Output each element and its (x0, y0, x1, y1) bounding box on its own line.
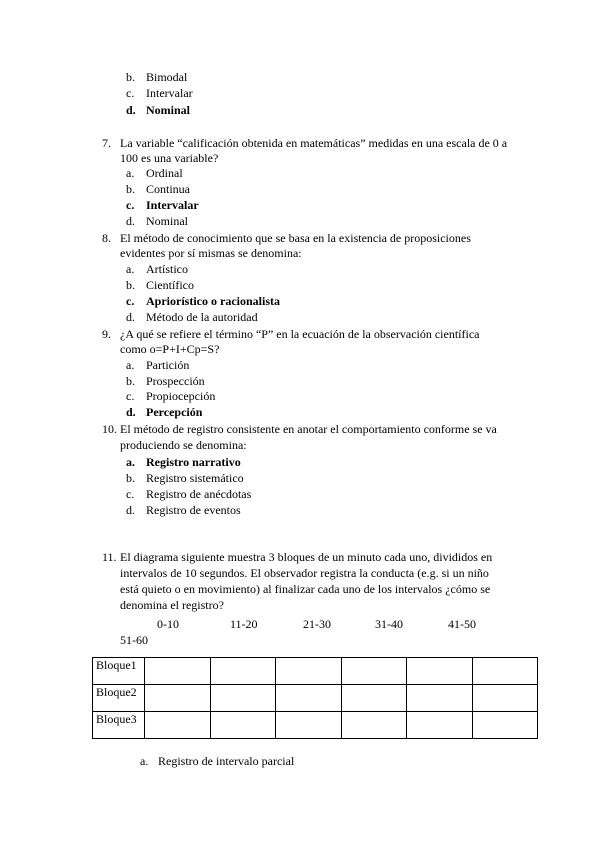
list-item-answer (126, 294, 280, 309)
option-letter: a. (126, 455, 135, 469)
option-letter: c. (126, 198, 135, 212)
grid-cell (276, 658, 342, 685)
option-text: Continua (146, 182, 190, 196)
option-letter: c. (126, 86, 135, 100)
question-text: ¿A qué se refiere el término “P” en la ecuación de la observación científica (120, 327, 480, 341)
option-text: Prospección (146, 374, 205, 388)
option-text: Percepción (146, 405, 203, 419)
option-letter: a. (126, 166, 135, 180)
list-item (126, 214, 188, 229)
list-item-answer (126, 198, 199, 213)
interval-header: 31-40 (375, 617, 403, 631)
option-letter: c. (126, 389, 135, 403)
grid-cell (276, 685, 342, 712)
block-label: Bloque1 (93, 658, 145, 685)
interval-header: 21-30 (303, 617, 331, 631)
grid-cell (145, 712, 211, 739)
list-item (126, 310, 258, 325)
option-letter: b. (126, 182, 135, 196)
interval-header: 51-60 (120, 633, 148, 647)
option-letter: b. (126, 374, 135, 388)
option-text: Intervalar (146, 198, 199, 212)
option-text: Propiocepción (146, 389, 216, 403)
option-text: Registro de eventos (146, 503, 241, 517)
question-text-cont: produciendo se denomina: (120, 438, 247, 452)
option-text: Bimodal (146, 70, 188, 84)
interval-header: 41-50 (448, 617, 476, 631)
option-text: Método de la autoridad (146, 310, 258, 324)
grid-cell (276, 712, 342, 739)
option-text: Nominal (146, 103, 191, 117)
question-text-cont: evidentes por sí mismas se denomina: (120, 246, 302, 260)
option-text: Nominal (146, 214, 188, 228)
list-item (126, 166, 183, 181)
option-text: Registro narrativo (146, 455, 241, 469)
option-letter: d. (126, 405, 136, 419)
grid-cell (145, 685, 211, 712)
option-letter: d. (126, 214, 135, 228)
option-text: Intervalar (146, 86, 193, 100)
list-item (126, 487, 252, 502)
list-item (126, 471, 244, 486)
question-number: 9. (102, 327, 111, 341)
grid-cell (210, 712, 276, 739)
table-row (93, 658, 538, 685)
option-text: Ordinal (146, 166, 183, 180)
question-text-cont: como o=P+I+Cp=S? (120, 342, 220, 356)
list-item (126, 262, 188, 277)
question-8 (102, 231, 471, 246)
question-text-cont: 100 es una variable? (120, 151, 219, 165)
option-letter: d. (126, 103, 136, 117)
option-letter: c. (126, 294, 135, 308)
question-text-cont: está quieto o en movimiento) al finalizar cada uno de los intervalos ¿cómo se (120, 582, 491, 596)
question-11 (102, 550, 493, 565)
list-item-answer (126, 103, 191, 118)
block-label: Bloque2 (93, 685, 145, 712)
question-text-cont: intervalos de 10 segundos. El observador registra la conducta (e.g. si un niño (120, 566, 489, 580)
list-item (126, 358, 190, 373)
grid-cell (145, 658, 211, 685)
grid-cell (472, 658, 538, 685)
option-text: Registro de intervalo parcial (158, 754, 295, 768)
option-letter: d. (126, 310, 135, 324)
option-text: Partición (146, 358, 190, 372)
list-item (126, 278, 194, 293)
grid-cell (341, 712, 407, 739)
question-number: 11. (102, 550, 117, 564)
grid-cell (407, 658, 473, 685)
question-7 (102, 136, 508, 151)
option-text: Registro sistemático (146, 471, 244, 485)
grid-cell (472, 685, 538, 712)
question-9 (102, 327, 480, 342)
list-item (126, 70, 188, 85)
grid-cell (210, 658, 276, 685)
question-10 (102, 422, 497, 437)
list-item (126, 374, 205, 389)
grid-cell (341, 658, 407, 685)
grid-cell (472, 712, 538, 739)
option-letter: d. (126, 503, 135, 517)
option-letter: b. (126, 70, 135, 84)
grid-cell (341, 685, 407, 712)
interval-header: 0-10 (157, 617, 179, 631)
list-item (140, 754, 295, 769)
question-number: 10. (102, 422, 117, 436)
option-text: Registro de anécdotas (146, 487, 252, 501)
list-item (126, 86, 193, 101)
option-letter: a. (140, 754, 149, 768)
list-item (126, 503, 241, 518)
interval-header: 11-20 (230, 617, 258, 631)
list-item (126, 182, 190, 197)
option-letter: a. (126, 358, 135, 372)
block-label: Bloque3 (93, 712, 145, 739)
table-row (93, 685, 538, 712)
question-text: El método de conocimiento que se basa en la existencia de proposiciones (120, 231, 471, 245)
question-text-cont: denomina el registro? (120, 598, 224, 612)
option-letter: b. (126, 471, 135, 485)
question-number: 7. (102, 136, 111, 150)
question-text: La variable “calificación obtenida en matemáticas” medidas en una escala de 0 a (120, 136, 508, 150)
question-text: El diagrama siguiente muestra 3 bloques de un minuto cada uno, divididos en (120, 550, 493, 564)
option-text: Científico (146, 278, 194, 292)
list-item-answer (126, 405, 203, 420)
question-number: 8. (102, 231, 111, 245)
grid-cell (407, 712, 473, 739)
list-item-answer (126, 455, 241, 470)
option-text: Apriorístico o racionalista (146, 294, 280, 308)
option-letter: a. (126, 262, 135, 276)
option-letter: c. (126, 487, 135, 501)
table-row (93, 712, 538, 739)
option-letter: b. (126, 278, 135, 292)
question-text: El método de registro consistente en anotar el comportamiento conforme se va (120, 422, 497, 436)
option-text: Artístico (146, 262, 188, 276)
list-item (126, 389, 216, 404)
grid-cell (210, 685, 276, 712)
interval-grid (92, 657, 538, 739)
grid-cell (407, 685, 473, 712)
